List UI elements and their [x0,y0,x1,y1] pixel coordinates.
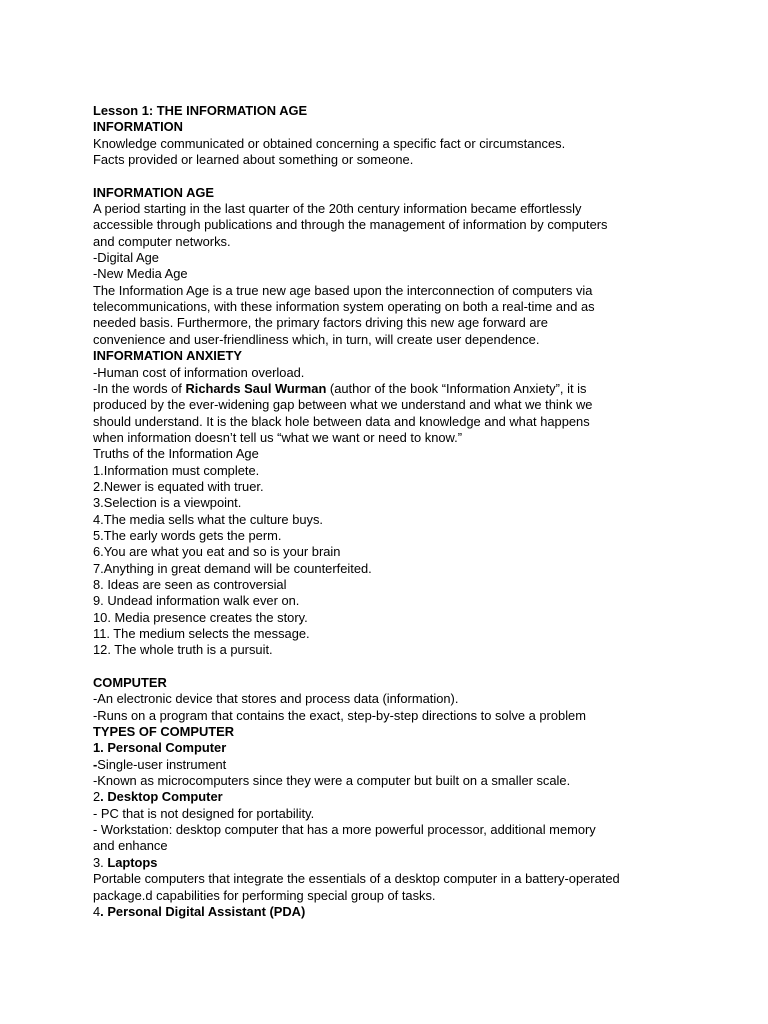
wurman-name: Richards Saul Wurman [185,380,327,396]
truth-item: 3.Selection is a viewpoint. [93,495,242,511]
list-item: -An electronic device that stores and process data (information). [93,691,459,707]
blank-line [93,659,763,675]
section-heading-types-of-computer: TYPES OF COMPUTER [93,724,235,740]
lesson-title: Lesson 1: THE INFORMATION AGE [93,103,308,118]
truth-item: 6.You are what you eat and so is your brain [93,544,341,560]
section-heading-information-anxiety: INFORMATION ANXIETY [93,348,242,364]
wurman-suffix: (author of the book “Information Anxiety”, it is [326,380,587,396]
subheading-number: 2 [93,789,101,805]
subheading-pda [93,904,763,920]
section-heading-computer: COMPUTER [93,675,167,691]
subheading-title: Laptops [107,854,158,870]
text-line: Facts provided or learned about something or someone. [93,152,414,168]
text-line: convenience and user-friendliness which, in turn, will create user dependence. [93,331,540,347]
text-line: needed basis. Furthermore, the primary factors driving this new age forward are [93,315,548,331]
subheading-laptops [93,855,763,871]
truth-item: 8. Ideas are seen as controversial [93,576,287,592]
subheading-title: . Personal Digital Assistant (PDA) [100,903,306,919]
section-heading-information: INFORMATION [93,119,183,135]
subheading-number: 4 [93,903,101,919]
text-line: and enhance [93,838,168,854]
list-item: - PC that is not designed for portability. [93,805,315,821]
truth-item: 1.Information must complete. [93,462,260,478]
section-heading-information-age: INFORMATION AGE [93,184,215,200]
subheading-number: 3. [93,854,108,870]
text-line: when information doesn’t tell us “what we want or need to know.” [93,429,463,445]
text-line: accessible through publications and through the management of information by computers [93,217,608,233]
list-item: -Digital Age [93,250,159,266]
text-line: should understand. It is the black hole between data and knowledge and what happens [93,413,590,429]
text-line: Portable computers that integrate the essentials of a desktop computer in a battery-operated [93,871,620,887]
text-line: produced by the ever-widening gap between what we understand and what we think we [93,397,593,413]
list-item: -Human cost of information overload. [93,364,305,380]
list-item: -Known as microcomputers since they were a computer but built on a smaller scale. [93,773,571,789]
subheading-desktop-computer [93,789,763,805]
wurman-line [93,381,763,397]
wurman-prefix: -In the words of [93,380,186,396]
subheading-personal-computer: 1. Personal Computer [93,740,227,756]
truth-item: 5.The early words gets the perm. [93,527,282,543]
blank-line [93,168,763,184]
text-line: Knowledge communicated or obtained concerning a specific fact or circumstances. [93,135,566,151]
truths-title: Truths of the Information Age [93,446,259,462]
list-item: -Runs on a program that contains the exact, step-by-step directions to solve a problem [93,707,586,723]
text-line: and computer networks. [93,233,231,249]
text-line: A period starting in the last quarter of the 20th century information became effortlessly [93,201,582,217]
document-body [93,103,763,920]
text-line: package.d capabilities for performing special group of tasks. [93,887,436,903]
truth-item: 2.Newer is equated with truer. [93,478,264,494]
list-item [93,757,763,773]
truth-item: 4.The media sells what the culture buys. [93,511,323,527]
bullet-mark: - [93,756,98,772]
truth-item: 9. Undead information walk ever on. [93,593,300,609]
list-item-text: Single-user instrument [97,756,227,772]
subheading-title: . Desktop Computer [100,789,223,805]
truth-item: 7.Anything in great demand will be counterfeited. [93,560,372,576]
truth-item: 12. The whole truth is a pursuit. [93,642,273,658]
truth-item: 11. The medium selects the message. [93,626,310,641]
text-line: The Information Age is a true new age based upon the interconnection of computers via [93,282,593,298]
truth-item: 10. Media presence creates the story. [93,609,308,625]
text-line: telecommunications, with these information system operating on both a real-time and as [93,299,595,315]
list-item: - Workstation: desktop computer that has a more powerful processor, additional memory [93,822,596,838]
list-item: -New Media Age [93,266,188,282]
